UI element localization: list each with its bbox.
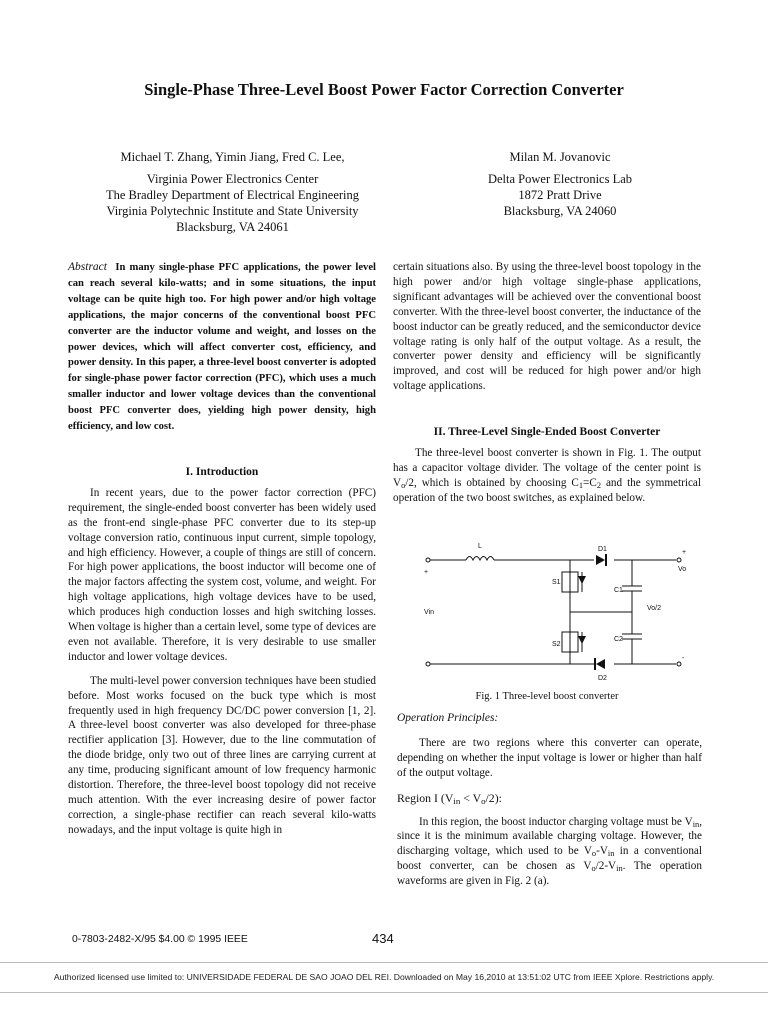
diode-d1 xyxy=(596,555,605,565)
affiliation-line: Blacksburg, VA 24061 xyxy=(176,220,289,234)
affiliation-line: 1872 Pratt Drive xyxy=(518,188,602,202)
author-names-left: Michael T. Zhang, Yimin Jiang, Fred C. Lee, xyxy=(120,150,345,164)
paper-title: Single-Phase Three-Level Boost Power Factor Correction Converter xyxy=(144,80,624,99)
section-heading-three-level: II. Three-Level Single-Ended Boost Converter xyxy=(433,426,661,439)
right-column-lower xyxy=(397,711,702,889)
intro-paragraph-2: The multi-level power conversion techniques have been studied before. Most works focused on the buck type which is most frequently used in high frequency DC/DC power conversion [1, 2]. A three-level boost converter was also developed for three-phase rectifier application [3]. However, due to the line commutation of the diode bridge, only two out of three lines are carrying current at any time, producing significant amount of low frequency harmonic distortion. Therefore, the three-level boost topology did not receive much attention. With the ever increasing desire of power factor correction, a single-phase rectifier can reach several kilo-watts nowadays, and the input voltage is quite high in xyxy=(68,674,376,836)
label-d2: D2 xyxy=(598,675,607,682)
page-number: 434 xyxy=(372,931,394,946)
abstract xyxy=(68,260,376,435)
input-terminal-top xyxy=(426,558,430,562)
boost-inductor xyxy=(466,557,494,561)
right-column xyxy=(393,260,701,506)
diode-d2 xyxy=(596,659,605,669)
label-plus-out: + xyxy=(682,549,687,556)
continued-paragraph: certain situations also. By using the three-level boost topology in the high power and/or high voltage single-phase applications, significant advantages will be achieved over the conventional boost converter. With the three-level boost converter, the inductance of the boost inductor can be greatly reduced, and the semiconductor device voltage rating is only half of the output voltage. As a result, the converter power density and efficiency will be significantly improved, and cost will be reduced for high power and/or high voltage applications. xyxy=(393,261,701,393)
abstract-text: In many single-phase PFC applications, the power level can reach several kilo-watts; and in some situations, the input voltage can be quite high too. For high power and/or high voltage applications, the major concerns of the conventional boost PFC converter are the inductor volume and weight, and losses on the power devices, which will affect converter cost, efficiency, and power density. In this paper, a three-level boost converter is adopted for single-phase power factor correction (PFC), which uses a much smaller inductor and lower voltage devices than the conventional boost PFC converter does, yielding high power density, high efficiency, and low cost. xyxy=(68,262,376,433)
label-vo-half: Vo/2 xyxy=(647,605,662,612)
intro-paragraph-1: In recent years, due to the power factor correction (PFC) requirement, the single-ended boost converter has been widely used as the front-end single-phase PFC converter due to its step-up voltage conversion ratio, continuous input current, simple topology, and high efficiency. However, a couple of things are still of concern. For high power applications, the boost inductor will become one of the major factors affecting the system cost, volume, and weight. For high voltage applications, high voltage devices have to be used, which produces high conduction losses and high switching losses. When voltage is higher than a certain level, some type of devices are even not available. Therefore, it is very desirable to use smaller inductor and lower voltage devices. xyxy=(68,486,376,663)
three-level-paragraph: The three-level boost converter is shown in Fig. 1. The output has a capacitor voltage divider. The voltage of the center point is $V_o/2$, which is obtained by choosing $C_1=C_2$ and the symmetrical operation of the two boost switches, as explained below. xyxy=(393,447,701,504)
authors-right xyxy=(425,149,695,219)
license-notice: Authorized licensed use limited to: UNIVERSIDADE FEDERAL DE SAO JOAO DEL REI. Downloaded on May 16,2010 at 13:51:02 UTC from IEEE Xplore. Restrictions apply. xyxy=(53,972,715,982)
section-heading-intro: I. Introduction xyxy=(185,465,259,478)
region-one-paragraph: In this region, the boost inductor charging voltage must be $V_{in}$, since it is the minimum available charging voltage. However, the discharging voltage, which used to be $V_o-V_{in}$ in a conventional boost converter, can be chosen as $V_o/2-V_{in}$. The operation waveforms are given in Fig. 2 (a). xyxy=(397,815,702,888)
label-plus: + xyxy=(424,569,429,576)
label-s1: S1 xyxy=(552,579,561,586)
affiliation-line: Blacksburg, VA 24060 xyxy=(503,204,617,218)
author-names-right: Milan M. Jovanovic xyxy=(509,150,611,164)
region-one-heading: Region I $(V_{in} < V_o/2)$: xyxy=(397,790,502,806)
left-column xyxy=(68,260,376,838)
affiliation-line: Virginia Power Electronics Center xyxy=(146,172,319,186)
input-terminal-bottom xyxy=(426,662,430,666)
label-vin: Vin xyxy=(424,609,434,616)
figure-1-circuit xyxy=(420,538,700,683)
output-terminal-top xyxy=(677,558,681,562)
divider xyxy=(0,962,768,963)
label-vo: Vo xyxy=(678,566,687,573)
label-s2: S2 xyxy=(552,641,561,648)
abstract-label: Abstract xyxy=(68,261,107,273)
operation-paragraph: There are two regions where this converter can operate, depending on whether the input voltage is lower or higher than half of the output voltage. xyxy=(397,736,702,779)
output-terminal-bottom xyxy=(677,662,681,666)
divider xyxy=(0,992,768,993)
label-inductor: L xyxy=(478,543,482,550)
affiliation-line: Virginia Polytechnic Institute and State University xyxy=(106,204,359,218)
affiliation-line: Delta Power Electronics Lab xyxy=(487,172,633,186)
affiliation-line: The Bradley Department of Electrical Engineering xyxy=(105,188,359,202)
label-d1: D1 xyxy=(598,546,607,553)
copyright-footer: 0-7803-2482-X/95 $4.00 © 1995 IEEE xyxy=(72,934,248,945)
label-c1: C1 xyxy=(614,587,623,594)
operation-principles-heading: Operation Principles: xyxy=(397,712,499,724)
figure-1-caption: Fig. 1 Three-level boost converter xyxy=(475,691,619,702)
label-minus: - xyxy=(682,655,685,662)
label-c2: C2 xyxy=(614,636,623,643)
authors-left xyxy=(60,149,405,235)
